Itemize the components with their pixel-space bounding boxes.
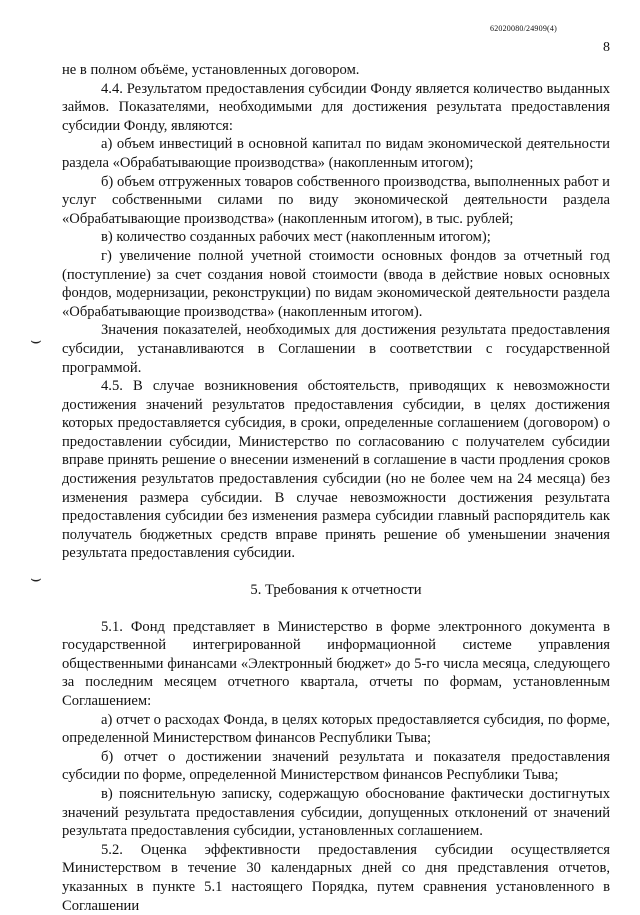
paragraph: Значения показателей, необходимых для достижения результата предоставления субсидии, устанавливаются в Соглашении в соответствии с государственной программой. xyxy=(62,322,610,376)
paragraph: а) отчет о расходах Фонда, в целях которых предоставляется субсидия, по форме, определенной Министерством финансов Республики Тыва; xyxy=(62,711,610,747)
paragraph: г) увеличение полной учетной стоимости основных фондов за отчетный год (поступление) за счет создания новой стоимости (ввода в действие новых основных фондов, модернизации, реконструкции) по видам экономической деятельности раздела «Обрабатывающие производства» (накопленным итогом). xyxy=(62,247,610,320)
paragraph: б) объем отгруженных товаров собственного производства, выполненных работ и услуг собственными силами по виду экономической деятельности раздела «Обрабатывающие производства» (накопленным итогом), в тыс. рублей; xyxy=(62,173,610,227)
paragraph: 4.5. В случае возникновения обстоятельств, приводящих к невозможности достижения значений результатов предоставления субсидии, в целях достижения которых предоставляется субсидия, в сроки, определенные соглашением (договором) о предоставлении субсидии, Министерство по согласованию с получателем субсидии вправе принять решение о внесении изменений в соглашение в части продления сроков достижения результатов предоставления субсидии (но не более чем на 24 месяца) без изменения размера субсидии. В случае невозможности достижения результата предоставления субсидии без изменения размера субсидии главный распорядитель как получатель бюджетных средств вправе принять решение об уменьшении значения результата предоставления субсидии. xyxy=(62,378,610,562)
page-number: 8 xyxy=(603,40,610,55)
paragraph: 5.2. Оценка эффективности предоставления субсидии осуществляется Министерством в течение 30 календарных дней со дня представления отчетов, указанных в пункте 5.1 настоящего Порядка, путем сравнения установленного в Соглашении xyxy=(62,841,610,914)
paragraph: в) пояснительную записку, содержащую обоснование фактически достигнутых значений результата предоставления субсидии, допущенных отклонений от значений результата предоставления субсидии, установленных соглашением. xyxy=(62,785,610,840)
paragraph: а) объем инвестиций в основной капитал по видам экономической деятельности раздела «Обрабатывающие производства» (накопленным итогом); xyxy=(62,136,610,171)
paragraph: не в полном объёме, установленных договором. xyxy=(62,62,360,78)
section-heading: 5. Требования к отчетности xyxy=(250,582,422,599)
document-body xyxy=(62,61,610,915)
document-id: 62020080/24909(4) xyxy=(490,24,557,33)
margin-mark: ⌣ xyxy=(30,568,42,588)
paragraph: б) отчет о достижении значений результата и показателя предоставления субсидии по форме, определенной Министерством финансов Республики Тыва; xyxy=(62,748,610,784)
paragraph: 4.4. Результатом предоставления субсидии Фонду является количество выданных займов. Показателями, необходимыми для достижения результата предоставления субсидии Фонду, являются: xyxy=(62,80,610,134)
margin-mark: ⌣ xyxy=(30,330,42,350)
paragraph: 5.1. Фонд представляет в Министерство в форме электронного документа в государственной интегрированной информационной системе управления общественными финансами «Электронный бюджет» до 5-го числа месяца, следующего за последним месяцем отчетного квартала, отчеты по формам, установленным Соглашением: xyxy=(62,618,610,709)
paragraph: в) количество созданных рабочих мест (накопленным итогом); xyxy=(101,229,491,246)
